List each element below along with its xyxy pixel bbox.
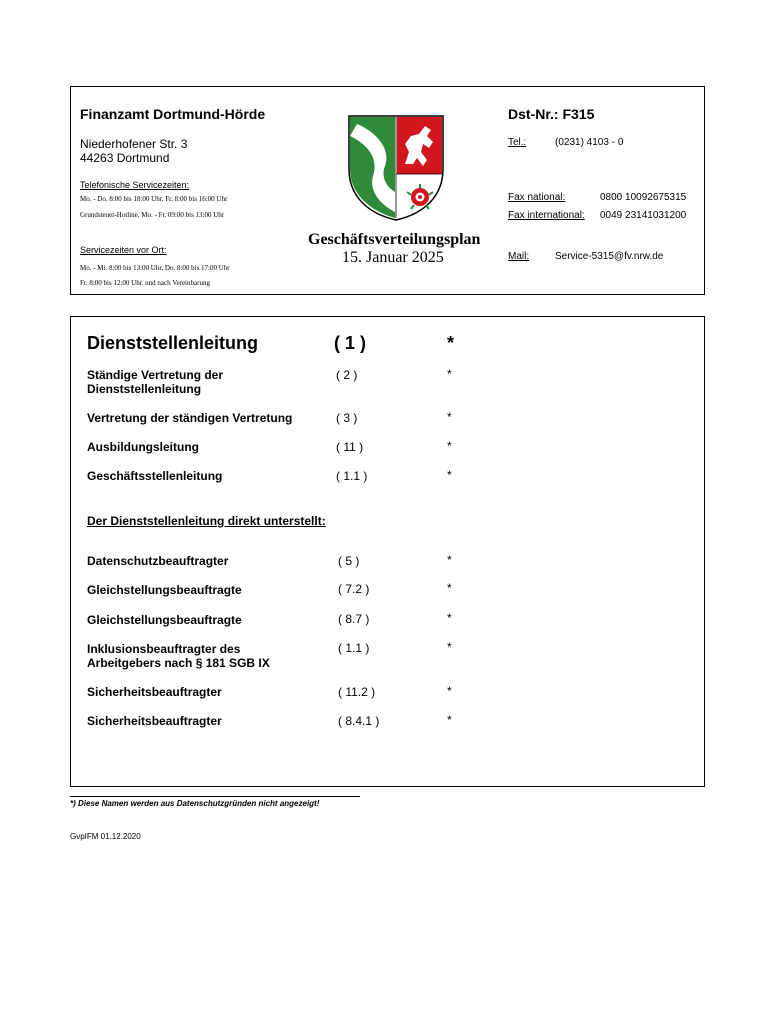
- sub-5-person: *: [447, 713, 452, 727]
- entry-0-name-line1: Ständige Vertretung der: [87, 368, 224, 382]
- plan-date: 15. Januar 2025: [342, 249, 444, 266]
- service-onsite-line2: Fr. 8:00 bis 12:00 Uhr. und nach Vereinbarung: [80, 279, 210, 287]
- sub-4-number: ( 11.2 ): [338, 685, 376, 699]
- contact-fax-national-label: Fax national:: [508, 192, 566, 203]
- entry-3-number: ( 1.1 ): [336, 469, 368, 483]
- form-id: GvpIFM 01.12.2020: [70, 832, 141, 841]
- sub-1-person: *: [447, 581, 452, 595]
- sub-0-person: *: [447, 553, 452, 567]
- contact-tel-value: (0231) 4103 - 0: [555, 137, 624, 148]
- office-name: Finanzamt Dortmund-Hörde: [80, 106, 266, 122]
- street-address: Niederhofener Str. 3: [80, 137, 188, 151]
- contact-mail-label: Mail:: [508, 251, 530, 262]
- contact-mail-value[interactable]: Service-5315@fv.nrw.de: [555, 251, 664, 262]
- sub-5-name-line1: Sicherheitsbeauftragter: [87, 714, 222, 728]
- entry-0-person: *: [447, 367, 452, 381]
- sub-3-number: ( 1.1 ): [338, 641, 370, 655]
- sub-2-name-line1: Gleichstellungsbeauftragte: [87, 613, 242, 627]
- sub-1-name-line1: Gleichstellungsbeauftragte: [87, 583, 242, 597]
- footnote: *) Diese Namen werden aus Datenschutzgründen nicht angezeigt!: [70, 799, 320, 808]
- top-entry-number: ( 1 ): [334, 333, 367, 353]
- entry-1-name-line1: Vertretung der ständigen Vertretung: [87, 411, 293, 425]
- entry-3-person: *: [447, 468, 452, 482]
- sub-5-number: ( 8.4.1 ): [338, 714, 380, 728]
- top-entry-person: *: [447, 333, 455, 353]
- entry-2-name-line1: Ausbildungsleitung: [87, 440, 199, 454]
- contact-fax-international-label: Fax international:: [508, 210, 585, 221]
- sub-3-person: *: [447, 640, 452, 654]
- entry-2-person: *: [447, 439, 452, 453]
- dst-number: Dst-Nr.: F315: [508, 106, 595, 122]
- sub-1-number: ( 7.2 ): [338, 582, 370, 596]
- sub-3-name-line1: Inklusionsbeauftragter des: [87, 642, 241, 656]
- entry-1-person: *: [447, 410, 452, 424]
- service-onsite-title: Servicezeiten vor Ort:: [80, 245, 167, 255]
- entry-2-number: ( 11 ): [336, 440, 364, 454]
- entry-3-name-line1: Geschäftsstellenleitung: [87, 469, 223, 483]
- sub-3-name-line2: Arbeitgebers nach § 181 SGB IX: [87, 656, 270, 670]
- contact-fax-national-value: 0800 10092675315: [600, 192, 687, 203]
- contact-tel-label: Tel.:: [508, 137, 527, 148]
- sub-4-name-line1: Sicherheitsbeauftragter: [87, 685, 222, 699]
- sub-0-name-line1: Datenschutzbeauftragter: [87, 554, 229, 568]
- service-phone-line2: Grundsteuer-Hotline, Mo. - Fr. 09:00 bis 13:00 Uhr: [80, 211, 225, 219]
- nrw-coat-of-arms-icon: [345, 114, 447, 222]
- city-address: 44263 Dortmund: [80, 151, 170, 165]
- contact-fax-international-value: 0049 23141031200: [600, 210, 687, 221]
- top-entry-name: Dienststellenleitung: [87, 333, 259, 353]
- entry-0-number: ( 2 ): [336, 368, 358, 382]
- subordinates-heading: Der Dienststellenleitung direkt unterstellt:: [87, 514, 326, 528]
- entry-1-number: ( 3 ): [336, 411, 358, 425]
- plan-title: Geschäftsverteilungsplan: [308, 231, 481, 248]
- entry-0-name-line2: Dienststellenleitung: [87, 382, 202, 396]
- service-phone-title: Telefonische Servicezeiten:: [80, 180, 190, 190]
- sub-0-number: ( 5 ): [338, 554, 360, 568]
- sub-4-person: *: [447, 684, 452, 698]
- sub-2-person: *: [447, 611, 452, 625]
- sub-2-number: ( 8.7 ): [338, 612, 370, 626]
- service-onsite-line1: Mo. - Mi. 8:00 bis 13:00 Uhr, Do. 8:00 bis 17:00 Uhr: [80, 264, 230, 272]
- footnote-divider: [70, 796, 360, 797]
- service-phone-line1: Mo. - Do. 8:00 bis 18:00 Uhr, Fr. 8:00 bis 16:00 Uhr: [80, 195, 228, 203]
